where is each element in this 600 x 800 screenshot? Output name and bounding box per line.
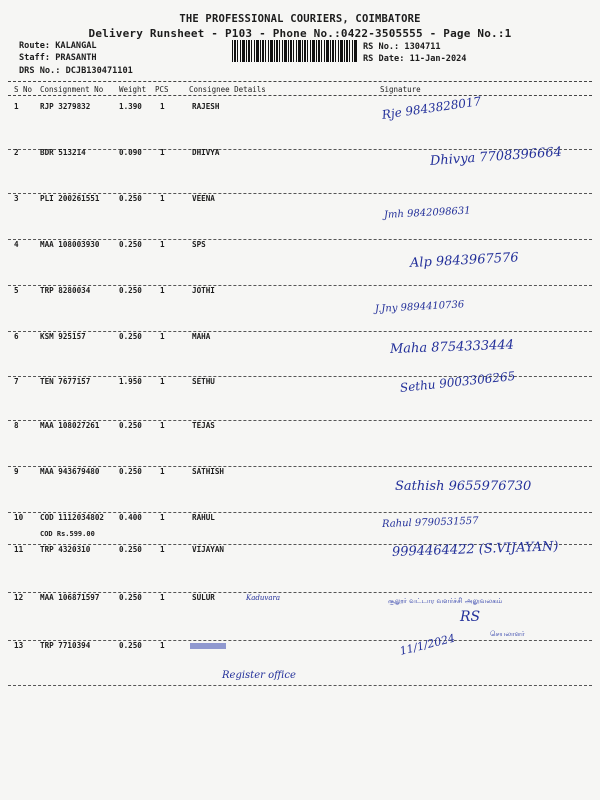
- row-sno: 9: [14, 467, 19, 476]
- signature-handwriting: Sethu 9003306265: [399, 368, 516, 395]
- rs-date: RS Date: 11-Jan-2024: [363, 54, 467, 64]
- row-weight: 0.250: [119, 240, 142, 249]
- row-pcs: 1: [160, 421, 165, 430]
- row-consignee: DHIVYA: [192, 148, 220, 157]
- table-row: [0, 144, 600, 194]
- row-consignment-no: TRP 4320310: [40, 545, 91, 554]
- row-weight: 0.400: [119, 513, 142, 522]
- row-consignee: SATHISH: [192, 467, 225, 476]
- signature-handwriting: Alp 9843967576: [409, 250, 519, 271]
- row-pcs: 1: [160, 332, 165, 341]
- row-weight: 0.250: [119, 421, 142, 430]
- col-consignment-header: Consignment No: [40, 85, 104, 94]
- route-label: Route: KALANGAL: [19, 41, 97, 51]
- row-sno: 11: [14, 545, 24, 554]
- row-weight: 0.090: [119, 148, 142, 157]
- row-consignment-no: KSM 925157: [40, 332, 86, 341]
- table-row: [0, 286, 600, 332]
- cod-amount: COD Rs.599.00: [40, 530, 95, 538]
- row-pcs: 1: [160, 641, 165, 650]
- row-sno: 10: [14, 513, 24, 522]
- row-divider: [8, 685, 592, 686]
- row-weight: 0.250: [119, 545, 142, 554]
- row-weight: 1.390: [119, 102, 142, 111]
- drs-number: DRS No.: DCJB130471101: [19, 66, 133, 76]
- row-consignment-no: MAA 108003930: [40, 240, 100, 249]
- signature-handwriting: Maha 8754333444: [389, 337, 515, 357]
- barcode: [232, 40, 358, 62]
- row-consignee: RAHUL: [192, 513, 215, 522]
- signature-handwriting: Dhivya 7708396664: [429, 144, 563, 169]
- row-pcs: 1: [160, 545, 165, 554]
- row-weight: 0.250: [119, 593, 142, 602]
- row-sno: 1: [14, 102, 19, 111]
- row-pcs: 1: [160, 102, 165, 111]
- row-pcs: 1: [160, 148, 165, 157]
- row-consignee: VIJAYAN: [192, 545, 225, 554]
- row-consignment-no: BDR 513214: [40, 148, 86, 157]
- row-weight: 0.250: [119, 641, 142, 650]
- row-consignee: VEENA: [192, 194, 215, 203]
- signature-handwriting: Jmh 9842098631: [383, 205, 471, 221]
- table-row: [0, 368, 600, 421]
- col-weight-header: Weight: [119, 85, 147, 94]
- col-pcs-header: PCS: [155, 85, 169, 94]
- office-stamp-line2: செயலாளர்: [490, 630, 525, 638]
- row-pcs: 1: [160, 513, 165, 522]
- header-divider-top: [8, 81, 592, 82]
- col-consignee-header: Consignee Details: [189, 85, 266, 94]
- row-weight: 0.250: [119, 332, 142, 341]
- row-sno: 4: [14, 240, 19, 249]
- table-row: [0, 467, 600, 513]
- row-sno: 12: [14, 593, 24, 602]
- row-consignee: SETHU: [192, 377, 215, 386]
- kaduvara-note: Kaduvara: [246, 594, 281, 602]
- row-pcs: 1: [160, 377, 165, 386]
- row-pcs: 1: [160, 467, 165, 476]
- table-row: [0, 240, 600, 286]
- row-consignee: MAHA: [192, 332, 211, 341]
- row-weight: 0.250: [119, 194, 142, 203]
- table-row: [0, 421, 600, 467]
- struck-out-name: [190, 643, 226, 649]
- table-row: [0, 194, 600, 240]
- row-sno: 2: [14, 148, 19, 157]
- row-sno: 5: [14, 286, 19, 295]
- table-row: [0, 94, 600, 150]
- row-consignment-no: MAA 108027261: [40, 421, 100, 430]
- runsheet-subtitle: Delivery Runsheet - P103 - Phone No.:0422-3505555 - Page No.:1: [88, 27, 512, 40]
- row-consignee: TEJAS: [192, 421, 215, 430]
- staff-label: Staff: PRASANTH: [19, 53, 97, 63]
- row-sno: 7: [14, 377, 19, 386]
- row-consignment-no: COD 1112034802: [40, 513, 105, 522]
- row-consignment-no: TEN 7677157: [40, 377, 91, 386]
- table-row: [0, 539, 600, 593]
- row-pcs: 1: [160, 240, 165, 249]
- row-weight: 0.250: [119, 467, 142, 476]
- row-sno: 13: [14, 641, 24, 650]
- row-consignee: JOTHI: [192, 286, 215, 295]
- rs-number: RS No.: 1304711: [363, 42, 441, 52]
- row-pcs: 1: [160, 286, 165, 295]
- signature-handwriting: Rje 9843828017: [381, 94, 483, 122]
- row-consignment-no: MAA 943679480: [40, 467, 100, 476]
- row-weight: 0.250: [119, 286, 142, 295]
- col-signature-header: Signature: [380, 85, 421, 94]
- row-consignment-no: TRP 8280034: [40, 286, 91, 295]
- register-office-note: Register office: [222, 670, 296, 681]
- row-sno: 8: [14, 421, 19, 430]
- signature-handwriting: Rahul 9790531557: [381, 515, 479, 530]
- row-consignment-no: MAA 106871597: [40, 593, 100, 602]
- row-sno: 3: [14, 194, 19, 203]
- col-sno-header: S No: [14, 85, 33, 94]
- signature-handwriting: 11/1/2024: [398, 631, 457, 658]
- signature-handwriting: RS: [460, 609, 481, 625]
- row-sno: 6: [14, 332, 19, 341]
- row-pcs: 1: [160, 194, 165, 203]
- row-consignee: SULUR: [192, 593, 215, 602]
- row-weight: 1.950: [119, 377, 142, 386]
- company-title: THE PROFESSIONAL COURIERS, COIMBATORE: [179, 13, 421, 25]
- header-divider-bottom: [8, 95, 592, 96]
- signature-handwriting: Sathish 9655976730: [395, 479, 532, 494]
- row-consignee: RAJESH: [192, 102, 220, 111]
- row-consignee: SPS: [192, 240, 206, 249]
- signature-handwriting: J.Jny 9894410736: [374, 299, 465, 315]
- row-consignment-no: PLI 200261551: [40, 194, 100, 203]
- signature-handwriting: 9994464422 (S.VIJAYAN): [391, 539, 559, 560]
- office-stamp-line1: சூலூர் வட்டார வளர்ச்சி அலுவலகம்: [388, 597, 503, 605]
- row-consignment-no: TRP 7710394: [40, 641, 91, 650]
- row-consignment-no: RJP 3279832: [40, 102, 91, 111]
- row-pcs: 1: [160, 593, 165, 602]
